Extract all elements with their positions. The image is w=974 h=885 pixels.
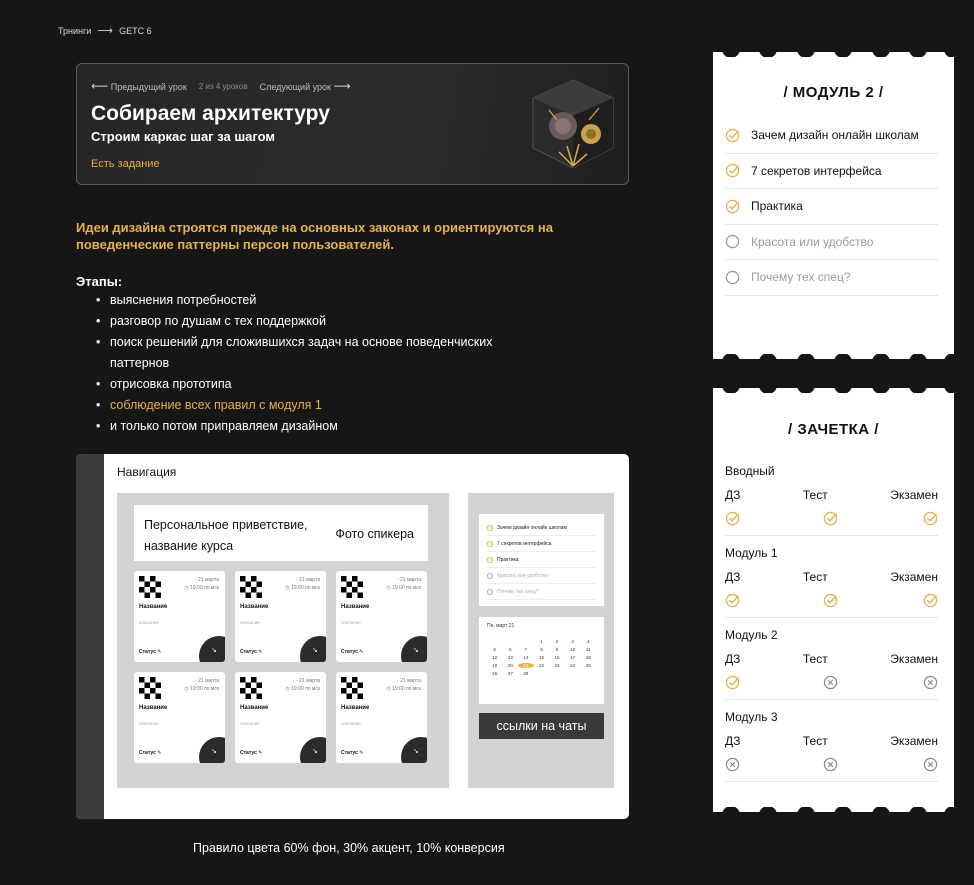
breadcrumb bbox=[58, 24, 152, 37]
calendar-day bbox=[487, 639, 503, 644]
status-dot-icon bbox=[487, 589, 493, 595]
test-column-label: Тест bbox=[802, 488, 828, 502]
module-lesson-item[interactable] bbox=[725, 260, 938, 296]
task-link[interactable]: Есть задание bbox=[91, 158, 160, 170]
lesson-card-mock[interactable] bbox=[235, 571, 326, 662]
lesson-navigation bbox=[91, 79, 351, 93]
module-lesson-item[interactable] bbox=[725, 189, 938, 225]
test-column-label: Тест bbox=[802, 734, 828, 748]
module-lesson-item[interactable] bbox=[725, 154, 938, 190]
arrow-down-right-icon: ↘ bbox=[413, 647, 419, 654]
calendar-day[interactable]: 5 bbox=[493, 647, 497, 652]
calendar-day[interactable]: 28 bbox=[523, 671, 529, 676]
arrow-down-right-icon: ↘ bbox=[413, 748, 419, 755]
arrow-corner-button[interactable] bbox=[300, 636, 326, 662]
calendar-day[interactable]: 2 bbox=[555, 639, 559, 644]
card-status: Статус ✎ bbox=[139, 750, 162, 756]
gradebook-columns bbox=[725, 652, 938, 666]
card-date: ▫ 21 марта ◷ 19:00 по мск bbox=[285, 678, 320, 692]
gradebook-columns bbox=[725, 570, 938, 584]
calendar-day[interactable]: 15 bbox=[538, 655, 544, 660]
calendar-day[interactable]: 14 bbox=[523, 655, 529, 660]
module-lesson-list bbox=[725, 118, 938, 296]
empty-circle-icon bbox=[725, 270, 740, 285]
gradebook-columns bbox=[725, 734, 938, 748]
image-placeholder-icon bbox=[341, 576, 363, 598]
calendar-day[interactable]: 4 bbox=[586, 639, 590, 644]
card-name: Название bbox=[139, 705, 168, 711]
breadcrumb-arrow-icon: ⟶ bbox=[97, 25, 114, 37]
card-status: Статус ✎ bbox=[341, 750, 364, 756]
navigation-mockup bbox=[76, 454, 629, 819]
mini-list-label: Практика bbox=[497, 556, 519, 563]
next-lesson-label: Следующий урок bbox=[259, 82, 331, 92]
exam-column-label: Экзамен bbox=[890, 652, 938, 666]
prev-lesson-label: Предыдущий урок bbox=[110, 82, 187, 92]
image-placeholder-icon bbox=[139, 576, 161, 598]
lesson-card bbox=[76, 63, 629, 185]
mini-lesson-list bbox=[479, 514, 604, 606]
gradebook-columns bbox=[725, 488, 938, 502]
gradebook-row bbox=[725, 710, 938, 782]
gradebook-row bbox=[725, 628, 938, 700]
status-dot-icon bbox=[487, 525, 493, 531]
hw-column-label: ДЗ bbox=[725, 570, 741, 584]
check-circle-icon bbox=[823, 593, 838, 608]
image-placeholder-icon bbox=[240, 677, 262, 699]
calendar-day[interactable]: 6 bbox=[509, 647, 512, 652]
calendar-day[interactable]: 3 bbox=[571, 639, 574, 644]
lesson-subtitle: Строим каркас шаг за шагом bbox=[91, 129, 276, 144]
mockup-side-rail bbox=[76, 454, 104, 819]
calendar-day bbox=[503, 639, 519, 644]
card-status: Статус ✎ bbox=[341, 649, 364, 655]
mini-calendar bbox=[479, 617, 604, 704]
calendar-day[interactable]: 26 bbox=[492, 671, 498, 676]
arrow-down-right-icon: ↘ bbox=[211, 647, 217, 654]
exam-column-label: Экзамен bbox=[890, 570, 938, 584]
calendar-day[interactable]: 27 bbox=[507, 671, 513, 676]
card-name: Название bbox=[240, 604, 269, 610]
gradebook-status-icons bbox=[725, 593, 938, 608]
calendar-day[interactable]: 8 bbox=[540, 647, 543, 652]
module-lesson-label: Почему тех спец? bbox=[751, 270, 851, 285]
ticket-bottom-edge bbox=[713, 807, 954, 817]
check-circle-icon bbox=[923, 511, 938, 526]
arrow-down-right-icon: ↘ bbox=[312, 647, 318, 654]
check-circle-icon bbox=[725, 128, 740, 143]
card-description: описание bbox=[240, 620, 260, 625]
module-lesson-label: Зачем дизайн онлайн школам bbox=[751, 128, 919, 143]
gradebook-ticket bbox=[713, 388, 954, 812]
mini-list-item[interactable] bbox=[487, 536, 596, 552]
stages-list bbox=[96, 290, 536, 437]
ticket-bottom-edge bbox=[713, 354, 954, 364]
arrow-down-right-icon: ↘ bbox=[312, 748, 318, 755]
module-title: / МОДУЛЬ 2 / bbox=[783, 84, 884, 101]
calendar-day[interactable]: 25 bbox=[585, 663, 591, 668]
card-name: Название bbox=[341, 705, 370, 711]
hw-column-label: ДЗ bbox=[725, 488, 741, 502]
x-circle-icon bbox=[923, 757, 938, 772]
card-name: Название bbox=[240, 705, 269, 711]
card-date: ▫ 21 марта ◷ 19:00 по мск bbox=[386, 577, 421, 591]
mini-list-item[interactable] bbox=[487, 568, 596, 584]
calendar-day[interactable]: 17 bbox=[570, 655, 576, 660]
hw-column-label: ДЗ bbox=[725, 652, 741, 666]
lesson-card-mock[interactable] bbox=[134, 672, 225, 763]
lesson-card-mock[interactable] bbox=[336, 571, 427, 662]
module-lesson-item[interactable] bbox=[725, 118, 938, 154]
calendar-day[interactable]: 11 bbox=[585, 647, 591, 652]
status-dot-icon bbox=[487, 557, 493, 563]
check-circle-icon bbox=[823, 511, 838, 526]
calendar-day[interactable]: 19 bbox=[492, 663, 498, 668]
greeting-text: Персональное приветствие, название курса bbox=[144, 518, 308, 553]
gradebook-status-icons bbox=[725, 675, 938, 690]
image-placeholder-icon bbox=[240, 576, 262, 598]
mini-list-item[interactable] bbox=[487, 552, 596, 568]
card-date: ▫ 21 марта ◷ 19:00 по мск bbox=[184, 577, 219, 591]
x-circle-icon bbox=[725, 757, 740, 772]
gradebook-module-name: Вводный bbox=[725, 464, 775, 478]
lesson-card-mock[interactable] bbox=[336, 672, 427, 763]
check-circle-icon bbox=[725, 593, 740, 608]
mini-list-label: Красота или удобство bbox=[497, 572, 549, 579]
card-description: описание bbox=[341, 620, 361, 625]
card-status: Статус ✎ bbox=[240, 750, 263, 756]
chat-links-button[interactable]: ссылки на чаты bbox=[479, 713, 604, 739]
mini-list-item[interactable] bbox=[487, 520, 596, 536]
card-status: Статус ✎ bbox=[240, 649, 263, 655]
card-description: описание bbox=[341, 721, 361, 726]
stage-item-accent[interactable]: • соблюдение всех правил с модуля 1 bbox=[96, 395, 536, 416]
gradebook-status-icons bbox=[725, 511, 938, 526]
stage-item: • отрисовка прототипа bbox=[96, 374, 536, 395]
card-status: Статус ✎ bbox=[139, 649, 162, 655]
prev-lesson-link[interactable] bbox=[91, 79, 187, 93]
calendar-day[interactable]: 18 bbox=[585, 655, 591, 660]
module-lesson-item[interactable] bbox=[725, 225, 938, 261]
stage-item: • поиск решений для сложившихся задач на основе поведенчиских паттернов bbox=[96, 332, 536, 374]
status-dot-icon bbox=[487, 573, 493, 579]
arrow-corner-button[interactable] bbox=[401, 636, 427, 662]
arrow-left-icon: ⟵ bbox=[91, 79, 109, 93]
ticket-top-edge bbox=[713, 383, 954, 393]
calendar-day bbox=[518, 639, 534, 644]
arrow-corner-button[interactable] bbox=[199, 636, 225, 662]
stage-item: • разговор по душам с тех поддержкой bbox=[96, 311, 536, 332]
arrow-down-right-icon: ↘ bbox=[211, 748, 217, 755]
image-placeholder-icon bbox=[139, 677, 161, 699]
hw-column-label: ДЗ bbox=[725, 734, 741, 748]
check-circle-icon bbox=[725, 199, 740, 214]
gradebook-title: / ЗАЧЕТКА / bbox=[788, 421, 879, 438]
calendar-day[interactable]: 10 bbox=[570, 647, 576, 652]
card-description: описание bbox=[139, 721, 159, 726]
gradebook-status-icons bbox=[725, 757, 938, 772]
calendar-day[interactable]: 7 bbox=[524, 647, 528, 652]
breadcrumb-root[interactable]: Трнинги bbox=[58, 25, 92, 36]
stages-title: Этапы: bbox=[76, 274, 123, 289]
x-circle-icon bbox=[823, 757, 838, 772]
module-lesson-label: Красота или удобство bbox=[751, 234, 874, 249]
check-circle-icon bbox=[725, 511, 740, 526]
check-circle-icon bbox=[725, 675, 740, 690]
calendar-day[interactable]: 9 bbox=[555, 647, 559, 652]
gradebook-row bbox=[725, 546, 938, 618]
mockup-nav-label: Навигация bbox=[117, 465, 177, 479]
card-name: Название bbox=[341, 604, 370, 610]
card-date: ▫ 21 марта ◷ 19:00 по мск bbox=[285, 577, 320, 591]
lesson-title: Собираем архитектуру bbox=[91, 102, 330, 125]
card-description: описание bbox=[139, 620, 159, 625]
breadcrumb-current: GETC 6 bbox=[119, 25, 152, 36]
mockup-side-panel bbox=[468, 493, 614, 788]
mini-list-label: 7 секретов интерфейса bbox=[497, 540, 552, 547]
lesson-card-mock[interactable] bbox=[134, 571, 225, 662]
cube-illustration bbox=[529, 76, 617, 172]
gradebook-row bbox=[725, 464, 938, 536]
gradebook-module-name: Модуль 3 bbox=[725, 710, 778, 724]
arrow-corner-button[interactable] bbox=[401, 737, 427, 763]
card-date: ▫ 21 марта ◷ 19:00 по мск bbox=[386, 678, 421, 692]
color-rule-caption: Правило цвета 60% фон, 30% акцент, 10% конверсия bbox=[193, 841, 505, 855]
ticket-top-edge bbox=[713, 47, 954, 57]
module-ticket bbox=[713, 52, 954, 359]
status-dot-icon bbox=[487, 541, 493, 547]
calendar-day[interactable]: 1 bbox=[540, 639, 543, 644]
x-circle-icon bbox=[823, 675, 838, 690]
arrow-corner-button[interactable] bbox=[300, 737, 326, 763]
greeting-block bbox=[134, 505, 428, 561]
check-circle-icon bbox=[725, 163, 740, 178]
gradebook-module-name: Модуль 2 bbox=[725, 628, 778, 642]
calendar-day[interactable]: 13 bbox=[507, 655, 513, 660]
x-circle-icon bbox=[923, 675, 938, 690]
mini-list-label: Зачем дизайн онлайн школам bbox=[497, 524, 567, 531]
calendar-day[interactable]: 16 bbox=[554, 655, 560, 660]
lesson-card-mock[interactable] bbox=[235, 672, 326, 763]
arrow-right-icon: ⟶ bbox=[333, 79, 351, 93]
calendar-day[interactable]: 21 bbox=[518, 663, 534, 668]
card-description: описание bbox=[240, 721, 260, 726]
calendar-day[interactable]: 23 bbox=[554, 663, 560, 668]
exam-column-label: Экзамен bbox=[890, 488, 938, 502]
arrow-corner-button[interactable] bbox=[199, 737, 225, 763]
calendar-title: Пн, март 21 bbox=[487, 623, 515, 629]
test-column-label: Тест bbox=[802, 652, 828, 666]
mini-list-item[interactable] bbox=[487, 584, 596, 600]
check-circle-icon bbox=[923, 593, 938, 608]
test-column-label: Тест bbox=[802, 570, 828, 584]
exam-column-label: Экзамен bbox=[890, 734, 938, 748]
stage-item: • выяснения потребностей bbox=[96, 290, 536, 311]
lead-text: Идеи дизайна строятся прежде на основных законах и ориентируются на поведенческие паттерны персон пользователей. bbox=[76, 220, 553, 252]
calendar-day[interactable]: 12 bbox=[492, 655, 498, 660]
mini-list-label: Почему тех спец? bbox=[497, 588, 539, 595]
calendar-day[interactable]: 22 bbox=[538, 663, 544, 668]
gradebook-module-name: Модуль 1 bbox=[725, 546, 778, 560]
mockup-main-panel bbox=[117, 493, 449, 788]
calendar-day[interactable]: 24 bbox=[570, 663, 576, 668]
module-lesson-label: Практика bbox=[751, 199, 803, 214]
image-placeholder-icon bbox=[341, 677, 363, 699]
calendar-grid bbox=[487, 639, 596, 676]
card-name: Название bbox=[139, 604, 168, 610]
next-lesson-link[interactable] bbox=[260, 79, 351, 93]
lesson-counter: 2 из 4 уроков bbox=[198, 81, 248, 91]
lesson-cards-grid bbox=[134, 571, 427, 763]
speaker-photo-label: Фото спикера bbox=[335, 527, 414, 541]
module-lesson-label: 7 секретов интерфейса bbox=[751, 163, 882, 178]
card-date: ▫ 21 марта ◷ 19:00 по мск bbox=[184, 678, 219, 692]
stage-item: • и только потом приправляем дизайном bbox=[96, 416, 536, 437]
empty-circle-icon bbox=[725, 234, 740, 249]
calendar-day[interactable]: 20 bbox=[507, 663, 513, 668]
